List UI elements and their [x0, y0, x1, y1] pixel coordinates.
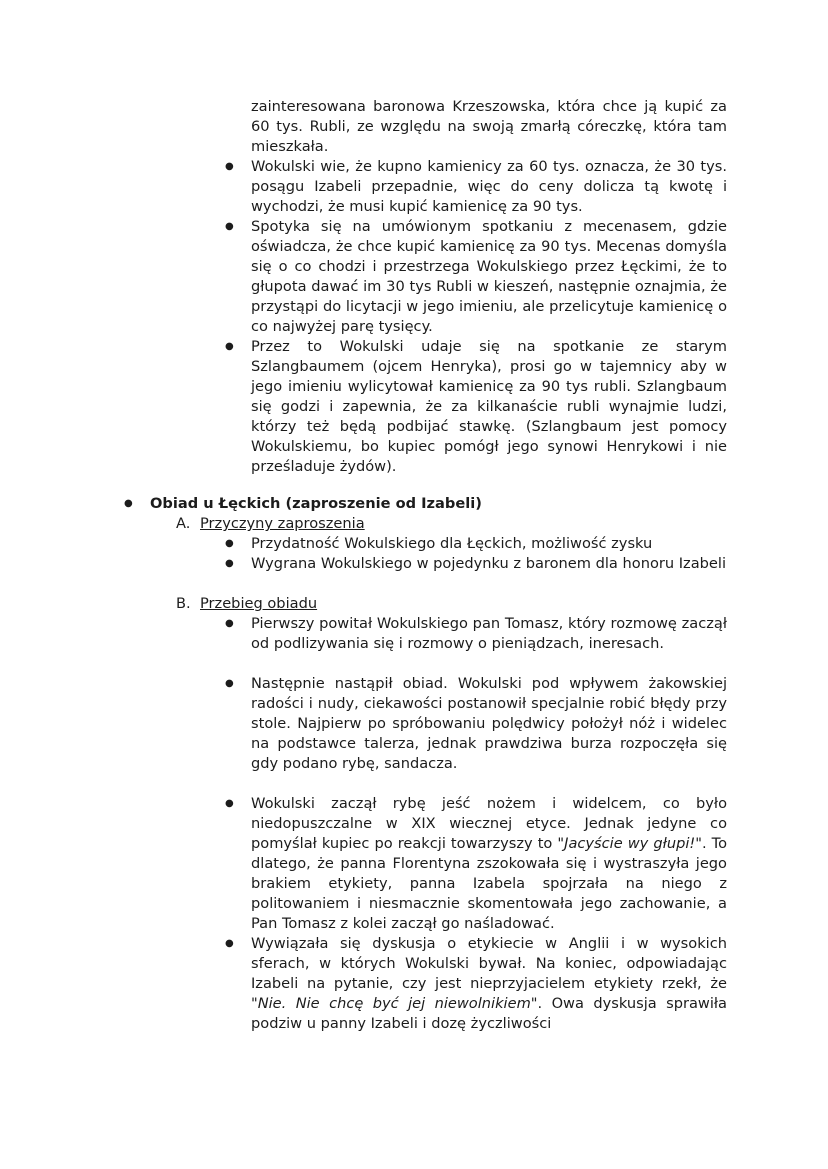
- list-item: ● Wygrana Wokulskiego w pojedynku z baronem dla honoru Izabeli: [251, 554, 727, 574]
- list-item: ● Przydatność Wokulskiego dla Łęckich, możliwość zysku: [251, 534, 727, 554]
- list-item: ● Spotyka się na umówionym spotkaniu z mecenasem, gdzie oświadcza, że chce kupić kamienicę za 90 tys. Mecenas domyśla się o co chodzi i przestrzega Wokulskiego przez Łęckimi, że to głupota dawać im 30 tys Rubli w kieszeń, następnie oznajmia, że przystąpi do licytacji w jego imieniu, ale przelicytuje kamienicę o co najwyżej parę tysięcy.: [251, 217, 727, 337]
- subsection-a-marker: A.: [176, 515, 191, 532]
- list-item: ● Następnie nastąpił obiad. Wokulski pod wpływem żakowskiej radości i nudy, ciekawości postanowił specjalnie robić błędy przy stole. Najpierw po spróbowaniu polędwicy położył nóż i widelec na podstawce talerza, jednak prawdziwa burza rozpoczęła się gdy podano rybę, sandacza.: [251, 674, 727, 774]
- section-heading: ● Obiad u Łęckich (zaproszenie od Izabeli): [150, 494, 482, 514]
- list-item: ● Wokulski wie, że kupno kamienicy za 60 tys. oznacza, że 30 tys. posągu Izabeli przepadnie, więc do ceny dolicza tą kwotę i wychodzi, że musi kupić kamienicę za 90 tys.: [251, 157, 727, 217]
- item3-text-start: Wokulski zaczął rybę jeść nożem i widelcem, co było niedopuszczalne w XIX wiecznej etyce. Jednak jedyne co pomyślał kupiec po reakcji towarzyszy to: [251, 795, 727, 852]
- subsection-b-marker: B.: [176, 595, 191, 612]
- list-item: [251, 794, 727, 934]
- subsection-b-title: Przebieg obiadu: [200, 595, 318, 612]
- list-item: [251, 934, 727, 1034]
- list-item: ● Przez to Wokulski udaje się na spotkanie ze starym Szlangbaumem (ojcem Henryka), prosi go w tajemnicy aby w jego imieniu wylicytował kamienicę za 90 tys rubli. Szlangbaum się godzi i zapewnia, że za kilkanaście rubli wynajmie ludzi, którzy też będą podbijać stawkę. (Szlangbaum jest pomocy Wokulskiemu, bo kupiec pomógł jego synowi Henrykowi i nie prześladuje żydów).: [251, 337, 727, 477]
- subsection-b-heading: [176, 594, 317, 614]
- item4-text-end: . Owa dyskusja sprawiła podziw u panny Izabeli i dozę życzliwości: [251, 995, 727, 1032]
- item4-text-start: Wywiązała się dyskusja o etykiecie w Anglii i w wysokich sferach, w których Wokulski bywał. Na koniec, odpowiadając Izabeli na pytanie, czy jest nieprzyjacielem etykiety rzekł, że: [251, 935, 727, 992]
- list-item: ● Pierwszy powitał Wokulskiego pan Tomasz, który rozmowę zaczął od podlizywania się i rozmowy o pieniądzach, ineresach.: [251, 614, 727, 654]
- subsection-a-title: Przyczyny zaproszenia: [200, 515, 365, 532]
- subsection-a-heading: [176, 514, 365, 534]
- item3-quote: "Jacyście wy głupi!": [557, 835, 702, 852]
- continuation-paragraph: zainteresowana baronowa Krzeszowska, która chce ją kupić za 60 tys. Rubli, ze względu na swoją zmarłą córeczkę, która tam mieszkała.: [251, 98, 727, 155]
- item3-text-end: . To dlatego, że panna Florentyna zszokowała się i wystraszyła jego brakiem etykiety, panna Izabela spojrzała na niego z politowaniem i niesmacznie skomentowała jego zachowanie, a Pan Tomasz z kolei zaczął go naśladować.: [251, 835, 728, 932]
- item4-quote: "Nie. Nie chcę być jej niewolnikiem": [251, 995, 538, 1012]
